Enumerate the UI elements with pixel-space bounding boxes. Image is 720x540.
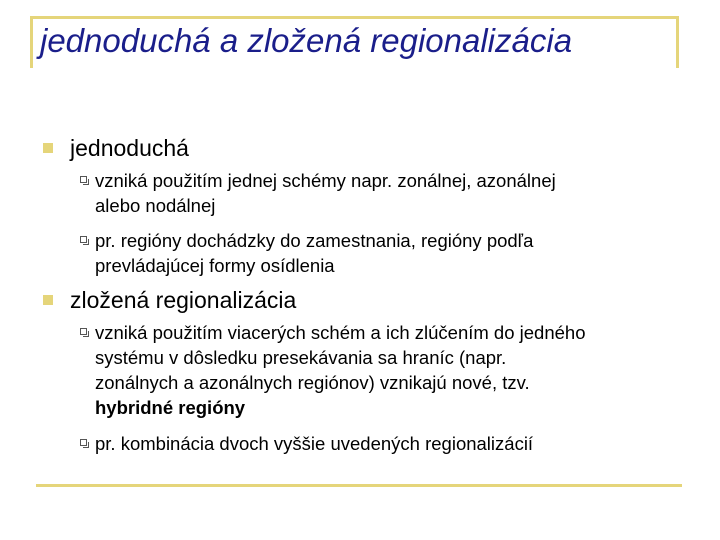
text-line: pr. regióny dochádzky do zamestnania, regióny podľa bbox=[95, 230, 534, 251]
sub-bullet-text bbox=[95, 431, 695, 456]
checkbox-bullet-icon bbox=[80, 176, 87, 183]
checkbox-bullet-icon bbox=[80, 236, 87, 243]
bottom-rule bbox=[36, 484, 682, 487]
square-bullet-icon bbox=[43, 143, 53, 153]
slide-title: jednoduchá a zložená regionalizácia bbox=[40, 22, 573, 59]
title-frame-top bbox=[30, 16, 678, 19]
sub-bullet-text bbox=[95, 228, 695, 278]
sub-bullet-text bbox=[95, 168, 695, 218]
checkbox-bullet-icon bbox=[80, 328, 87, 335]
section-heading: zložená regionalizácia bbox=[70, 287, 297, 313]
checkbox-bullet-icon bbox=[80, 439, 87, 446]
section-heading: jednoduchá bbox=[70, 135, 189, 161]
square-bullet-icon bbox=[43, 295, 53, 305]
text-line: vzniká použitím viacerých schém a ich zlúčením do jedného bbox=[95, 322, 586, 343]
text-line: zonálnych a azonálnych regiónov) vznikajú nové, tzv. bbox=[95, 372, 530, 393]
text-line: vzniká použitím jednej schémy napr. zonálnej, azonálnej bbox=[95, 170, 556, 191]
text-line: alebo nodálnej bbox=[95, 195, 216, 216]
text-line: systému v dôsledku presekávania sa hraníc (napr. bbox=[95, 347, 507, 368]
text-line: prevládajúcej formy osídlenia bbox=[95, 255, 335, 276]
text-line-bold: hybridné regióny bbox=[95, 397, 246, 418]
title-frame-left bbox=[30, 16, 33, 68]
text-line: pr. kombinácia dvoch vyššie uvedených regionalizácií bbox=[95, 433, 534, 454]
sub-bullet-text bbox=[95, 320, 695, 420]
